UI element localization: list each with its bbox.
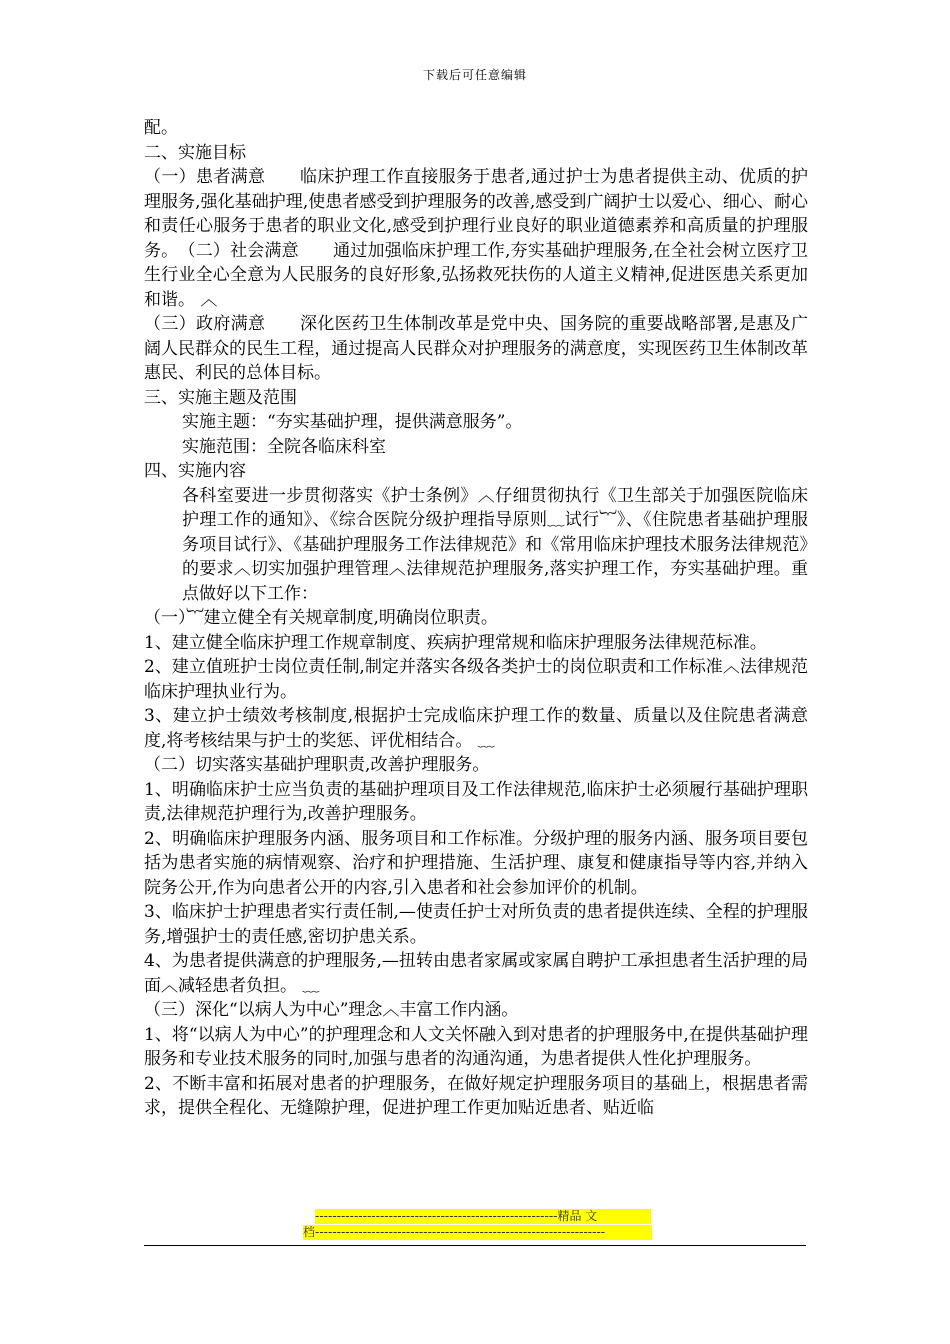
paragraph: 三、实施主题及范围: [144, 387, 297, 408]
paragraph: 2、明确临床护理服务内涵、服务项目和工作标准。分级护理的服务内涵、服务项目要包括为患者实施的病情观察、治疗和护理措施、生活护理、康复和健康指导等内容,并纳入院务公开,作为向患者公开的内容,引入患者和社会参加评价的机制。: [144, 828, 808, 898]
page-header: 下载后可任意编辑: [422, 68, 527, 82]
paragraph: 实施范围：全院各临床科室: [182, 436, 386, 457]
paragraph: （二）切实落实基础护理职责,改善护理服务。: [144, 755, 490, 775]
paragraph: 1、将“以病人为中心”的护理理念和人文关怀融入到对患者的护理服务中,在提供基础护理服务和专业技术服务的同时,加强与患者的沟通沟通，为患者提供人性化护理服务。: [144, 1024, 808, 1069]
paragraph: 四、实施内容: [144, 461, 246, 481]
paragraph: 3、临床护士护理患者实行责任制,—使责任护士对所负责的患者提供连续、全程的护理服务,增强护士的责任感,密切护患关系。: [144, 902, 808, 947]
paragraph: 配。: [144, 118, 178, 138]
paragraph: 3、建立护士绩效考核制度,根据护士完成临床护理工作的数量、质量以及住院患者满意度,将考核结果与护士的奖惩、评优相结合。 ﹏: [144, 706, 808, 751]
paragraph: （一）︸建立健全有关规章制度,明确岗位职责。: [144, 608, 498, 628]
paragraph: 二、实施目标: [144, 142, 246, 163]
paragraph: （三）政府满意 深化医药卫生体制改革是党中央、国务院的重要战略部署,是惠及广阔人民群众的民生工程，通过提高人民群众对护理服务的满意度，实现医药卫生体制改革惠民、利民的总体目标。: [144, 314, 808, 383]
paragraph: （三）深化“以病人为中心”理念︿丰富工作内涵。: [144, 1000, 519, 1020]
footer-watermark-line-1: --------------------------------------------------------精品 文: [315, 1209, 651, 1224]
document-body: [144, 116, 808, 1121]
paragraph: 2、不断丰富和拓展对患者的护理服务，在做好规定护理服务项目的基础上，根据患者需求，提供全程化、无缝隙护理，促进护理工作更加贴近患者、贴近临: [144, 1073, 808, 1118]
paragraph: 各科室要进一步贯彻落实《护士条例》︿仔细贯彻执行《卫生部关于加强医院临床护理工作的通知》、《综合医院分级护理指导原则﹏试行︸》、《住院患者基础护理服务项目试行》、《基础护理服务工作法律规范》和《常用临床护理技术服务法律规范》的要求︿切实加强护理管理︿法律规范护理服务,落实护理工作，夯实基础护理。重点做好以下工作：: [182, 485, 808, 604]
paragraph: （一）患者满意 临床护理工作直接服务于患者,通过护士为患者提供主动、优质的护理服务,强化基础护理,使患者感受到护理服务的改善,感受到广阔护士以爱心、细心、耐心和责任心服务于患者的职业文化,感受到护理行业良好的职业道德素养和高质量的护理服务。 （二）社会满意 通过加强临床护理工作,夯实基础护理服务,在全社会树立医疗卫生行业全心全意为人民服务的良好形象,弘扬救死扶伤的人道主义精神,促进医患关系更加和谐。 ︿: [144, 167, 808, 310]
footer-rule: [144, 1245, 806, 1246]
paragraph: 2、建立值班护士岗位责任制,制定并落实各级各类护士的岗位职责和工作标准︿法律规范临床护理执业行为。: [144, 657, 808, 702]
footer-watermark-line-2: 档-------------------------------------------------------------------: [303, 1225, 652, 1240]
paragraph: 4、为患者提供满意的护理服务,—扭转由患者家属或家属自聘护工承担患者生活护理的局面︿减轻患者负担。 ﹏: [144, 951, 808, 996]
paragraph: 实施主题：“夯实基础护理，提供满意服务”。: [182, 412, 523, 432]
paragraph: 1、明确临床护士应当负责的基础护理项目及工作法律规范,临床护士必须履行基础护理职责,法律规范护理行为,改善护理服务。: [144, 779, 808, 824]
paragraph: 1、建立健全临床护理工作规章制度、疾病护理常规和临床护理服务法律规范标准。: [144, 632, 767, 653]
